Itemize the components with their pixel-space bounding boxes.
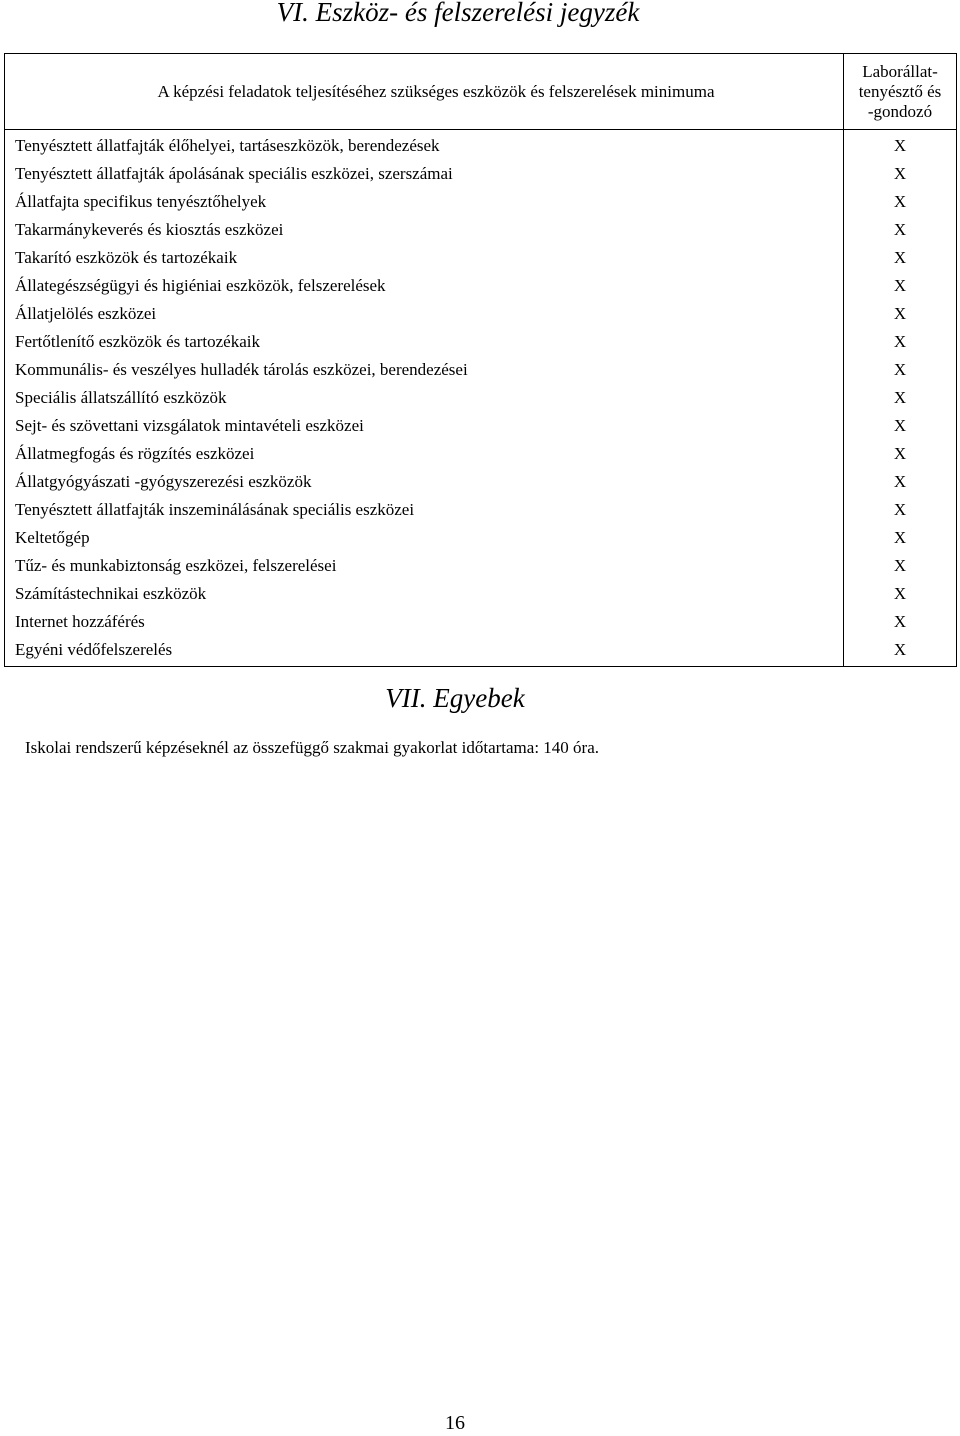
equipment-item: Speciális állatszállító eszközök	[15, 388, 227, 407]
equipment-item: Fertőtlenítő eszközök és tartozékaik	[15, 332, 260, 351]
equipment-table	[4, 53, 957, 667]
equipment-mark: X	[893, 164, 907, 183]
equipment-mark: X	[893, 612, 907, 631]
equipment-item: Keltetőgép	[15, 528, 90, 547]
table-body-row	[5, 130, 957, 667]
equipment-item: Állatjelölés eszközei	[15, 304, 157, 323]
equipment-mark: X	[893, 304, 907, 323]
equipment-item: Állategészségügyi és higiéniai eszközök, felszerelések	[15, 276, 386, 295]
equipment-item: Állatmegfogás és rögzítés eszközei	[15, 444, 255, 463]
page-number: 16	[445, 1412, 465, 1434]
equipment-mark: X	[893, 416, 907, 435]
equipment-mark: X	[893, 276, 907, 295]
table-header-profession-line-3: -gondozó	[867, 101, 933, 121]
equipment-item: Takarító eszközök és tartozékaik	[15, 248, 238, 267]
equipment-item: Tenyésztett állatfajták inszeminálásának speciális eszközei	[15, 500, 415, 519]
equipment-mark: X	[893, 220, 907, 239]
table-header-profession-line-2: tenyésztő és	[858, 81, 942, 101]
equipment-mark: X	[893, 388, 907, 407]
mark-list	[844, 130, 956, 666]
equipment-mark: X	[893, 640, 907, 659]
equipment-mark: X	[893, 248, 907, 267]
equipment-mark: X	[893, 472, 907, 491]
equipment-mark: X	[893, 584, 907, 603]
equipment-mark: X	[893, 192, 907, 211]
equipment-item: Egyéni védőfelszerelés	[15, 640, 173, 659]
equipment-mark: X	[893, 360, 907, 379]
equipment-item: Internet hozzáférés	[15, 612, 145, 631]
equipment-mark: X	[893, 332, 907, 351]
practice-duration-note: Iskolai rendszerű képzéseknél az összefüggő szakmai gyakorlat időtartama: 140 óra.	[25, 738, 599, 757]
equipment-item: Állatfajta specifikus tenyésztőhelyek	[15, 192, 267, 211]
section-title-vi: VI. Eszköz- és felszerelési jegyzék	[276, 0, 640, 27]
equipment-item: Számítástechnikai eszközök	[15, 584, 207, 603]
equipment-item: Tenyésztett állatfajták ápolásának speciális eszközei, szerszámai	[15, 164, 453, 183]
table-header-profession	[844, 54, 957, 130]
equipment-item: Tenyésztett állatfajták élőhelyei, tartáseszközök, berendezések	[15, 136, 440, 155]
equipment-item: Takarmánykeverés és kiosztás eszközei	[15, 220, 284, 239]
equipment-list	[5, 130, 843, 666]
equipment-mark: X	[893, 444, 907, 463]
table-header-requirements-text: A képzési feladatok teljesítéséhez szükséges eszközök és felszerelések minimuma	[157, 81, 715, 101]
equipment-list-cell	[5, 130, 844, 667]
equipment-item: Kommunális- és veszélyes hulladék tárolás eszközei, berendezései	[15, 360, 468, 379]
table-header-row	[5, 54, 957, 130]
mark-list-cell	[844, 130, 957, 667]
equipment-mark: X	[893, 136, 907, 155]
equipment-item: Tűz- és munkabiztonság eszközei, felszerelései	[15, 556, 337, 575]
equipment-mark: X	[893, 500, 907, 519]
table-header-profession-line-1: Laborállat-	[862, 61, 938, 81]
equipment-mark: X	[893, 528, 907, 547]
section-title-vii: VII. Egyebek	[385, 683, 525, 713]
table-header-requirements	[5, 54, 844, 130]
equipment-mark: X	[893, 556, 907, 575]
equipment-item: Állatgyógyászati -gyógyszerezési eszközök	[15, 472, 312, 491]
equipment-item: Sejt- és szövettani vizsgálatok mintavételi eszközei	[15, 416, 364, 435]
